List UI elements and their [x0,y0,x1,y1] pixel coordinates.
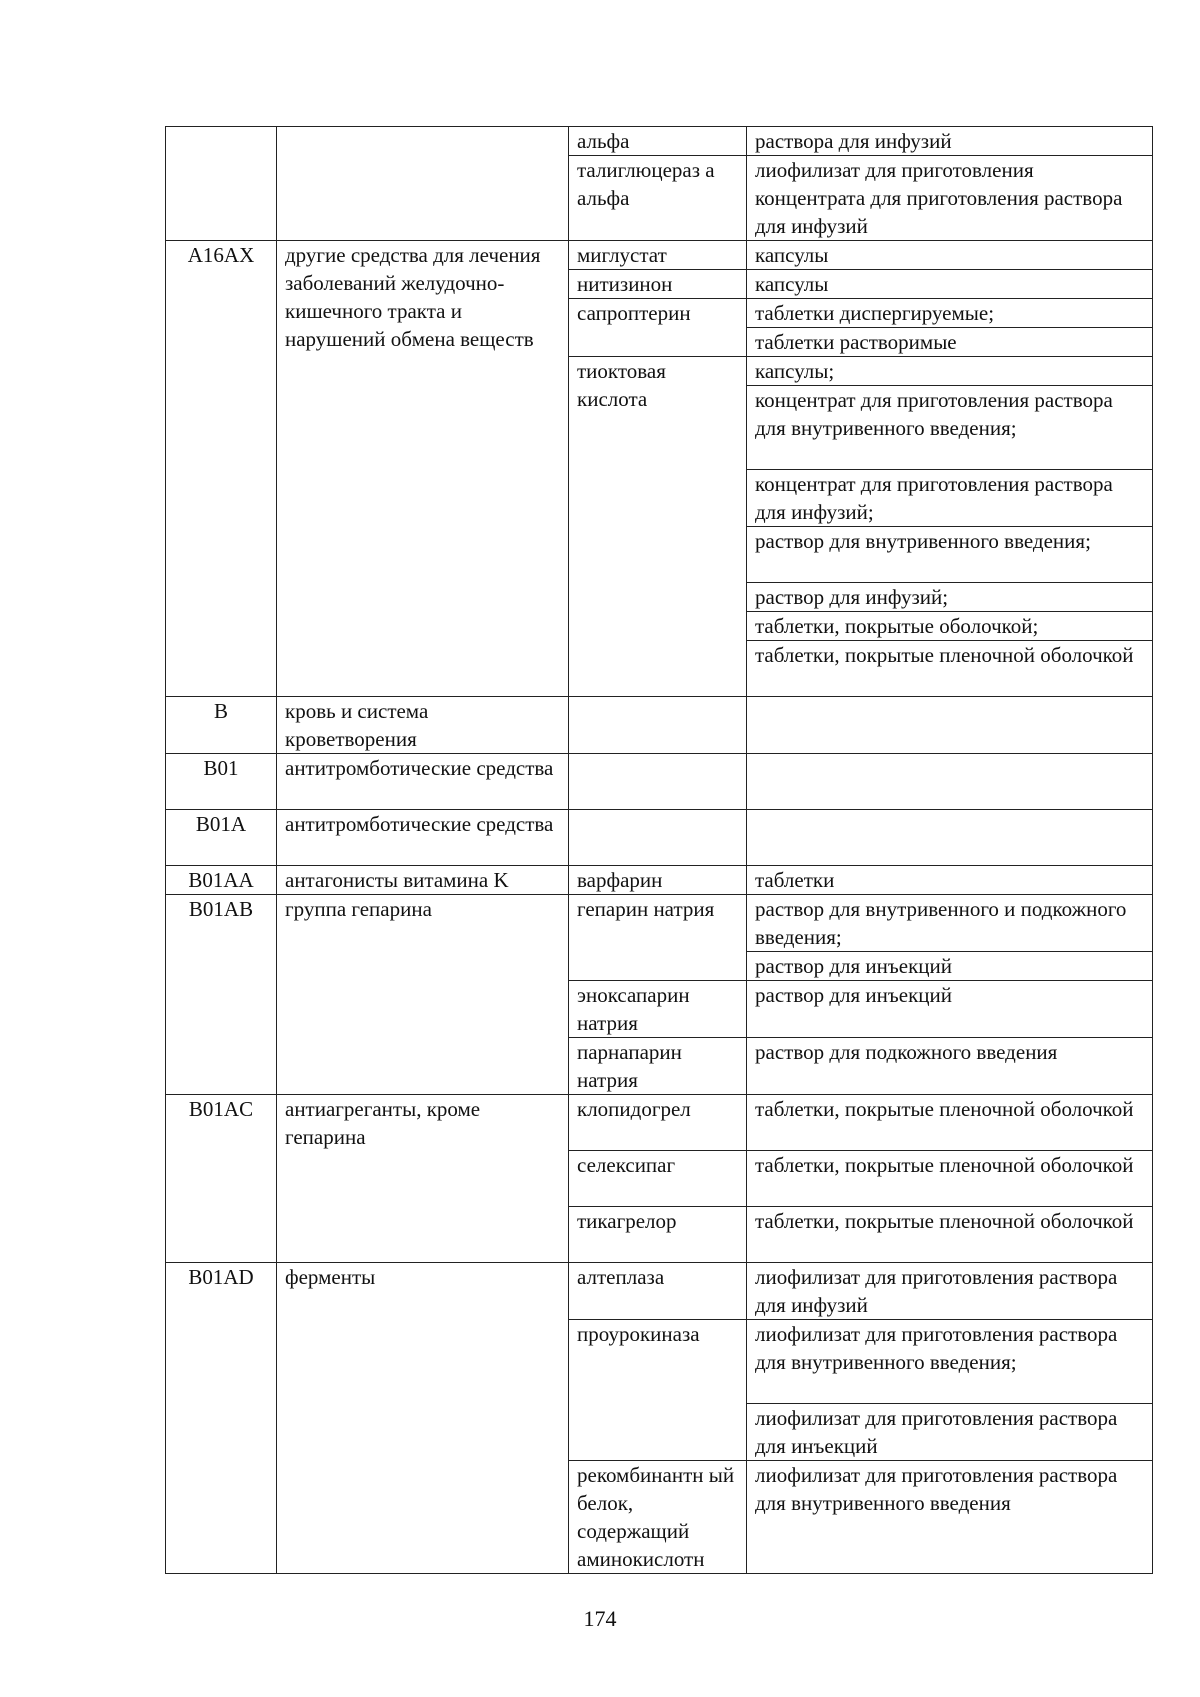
dosage-form-cell [747,810,1153,866]
drug-name-cell: парнапарин натрия [569,1038,747,1095]
group-name-cell: группа гепарина [277,895,569,1095]
drug-name-cell: варфарин [569,866,747,895]
atc-code-cell: B01 [166,754,277,810]
dosage-form-cell: раствор для инфузий; [747,583,1153,612]
group-name-cell: антиагреганты, кроме гепарина [277,1095,569,1263]
dosage-form-cell: капсулы; [747,357,1153,386]
drug-name-cell: рекомбинантн ый белок, содержащий аминокислотн [569,1461,747,1574]
table-row [166,1095,1153,1151]
dosage-form-cell: таблетки, покрытые пленочной оболочкой [747,641,1153,697]
drug-name-cell [569,810,747,866]
atc-code-cell: B01AA [166,866,277,895]
dosage-form-cell: таблетки растворимые [747,328,1153,357]
group-name-cell [277,127,569,241]
dosage-form-cell: лиофилизат для приготовления концентрата для приготовления раствора для инфузий [747,156,1153,241]
drug-name-cell: эноксапарин натрия [569,981,747,1038]
drug-name-cell: селексипаг [569,1151,747,1207]
dosage-form-cell: концентрат для приготовления раствора для внутривенного введения; [747,386,1153,470]
table-row [166,895,1153,952]
table-row [166,127,1153,156]
page-number: 174 [583,1606,617,1631]
drug-name-cell: тиоктовая кислота [569,357,747,697]
group-name-cell: другие средства для лечения заболеваний желудочно-кишечного тракта и нарушений обмена веществ [277,241,569,697]
drug-name-cell: гепарин натрия [569,895,747,981]
drug-name-cell [569,697,747,754]
drug-name-cell: талиглюцераз а альфа [569,156,747,241]
dosage-form-cell: раствор для подкожного введения [747,1038,1153,1095]
drug-name-cell: нитизинон [569,270,747,299]
group-name-cell: ферменты [277,1263,569,1574]
dosage-form-cell: раствор для внутривенного введения; [747,527,1153,583]
dosage-form-cell: лиофилизат для приготовления раствора для внутривенного введения; [747,1320,1153,1404]
atc-code-cell: B [166,697,277,754]
dosage-form-cell [747,754,1153,810]
dosage-form-cell: таблетки, покрытые пленочной оболочкой [747,1095,1153,1151]
atc-code-cell: B01AD [166,1263,277,1574]
dosage-form-cell: раствор для внутривенного и подкожного введения; [747,895,1153,952]
group-name-cell: антитромботические средства [277,810,569,866]
atc-code-cell: B01A [166,810,277,866]
atc-code-cell: A16AX [166,241,277,697]
drug-name-cell: миглустат [569,241,747,270]
table-row [166,1263,1153,1320]
drug-name-cell: алтеплаза [569,1263,747,1320]
drug-name-cell [569,754,747,810]
drug-name-cell: тикагрелор [569,1207,747,1263]
dosage-form-cell: концентрат для приготовления раствора для инфузий; [747,470,1153,527]
table-row [166,241,1153,270]
dosage-form-cell: раствора для инфузий [747,127,1153,156]
dosage-form-cell: лиофилизат для приготовления раствора для инфузий [747,1263,1153,1320]
drug-name-cell: проурокиназа [569,1320,747,1461]
drug-list-table [165,126,1153,1574]
dosage-form-cell [747,697,1153,754]
drug-name-cell: альфа [569,127,747,156]
dosage-form-cell: таблетки, покрытые пленочной оболочкой [747,1207,1153,1263]
dosage-form-cell: лиофилизат для приготовления раствора для внутривенного введения [747,1461,1153,1574]
dosage-form-cell: таблетки, покрытые пленочной оболочкой [747,1151,1153,1207]
group-name-cell: кровь и система кроветворения [277,697,569,754]
atc-code-cell: B01AC [166,1095,277,1263]
dosage-form-cell: таблетки диспергируемые; [747,299,1153,328]
table-row [166,697,1153,754]
dosage-form-cell: капсулы [747,270,1153,299]
dosage-form-cell: раствор для инъекций [747,952,1153,981]
drug-name-cell: сапроптерин [569,299,747,357]
dosage-form-cell: лиофилизат для приготовления раствора для инъекций [747,1404,1153,1461]
group-name-cell: антитромботические средства [277,754,569,810]
table-row [166,754,1153,810]
atc-code-cell [166,127,277,241]
dosage-form-cell: раствор для инъекций [747,981,1153,1038]
dosage-form-cell: таблетки, покрытые оболочкой; [747,612,1153,641]
group-name-cell: антагонисты витамина K [277,866,569,895]
drug-name-cell: клопидогрел [569,1095,747,1151]
table-row [166,866,1153,895]
atc-code-cell: B01AB [166,895,277,1095]
dosage-form-cell: капсулы [747,241,1153,270]
table-row [166,810,1153,866]
dosage-form-cell: таблетки [747,866,1153,895]
